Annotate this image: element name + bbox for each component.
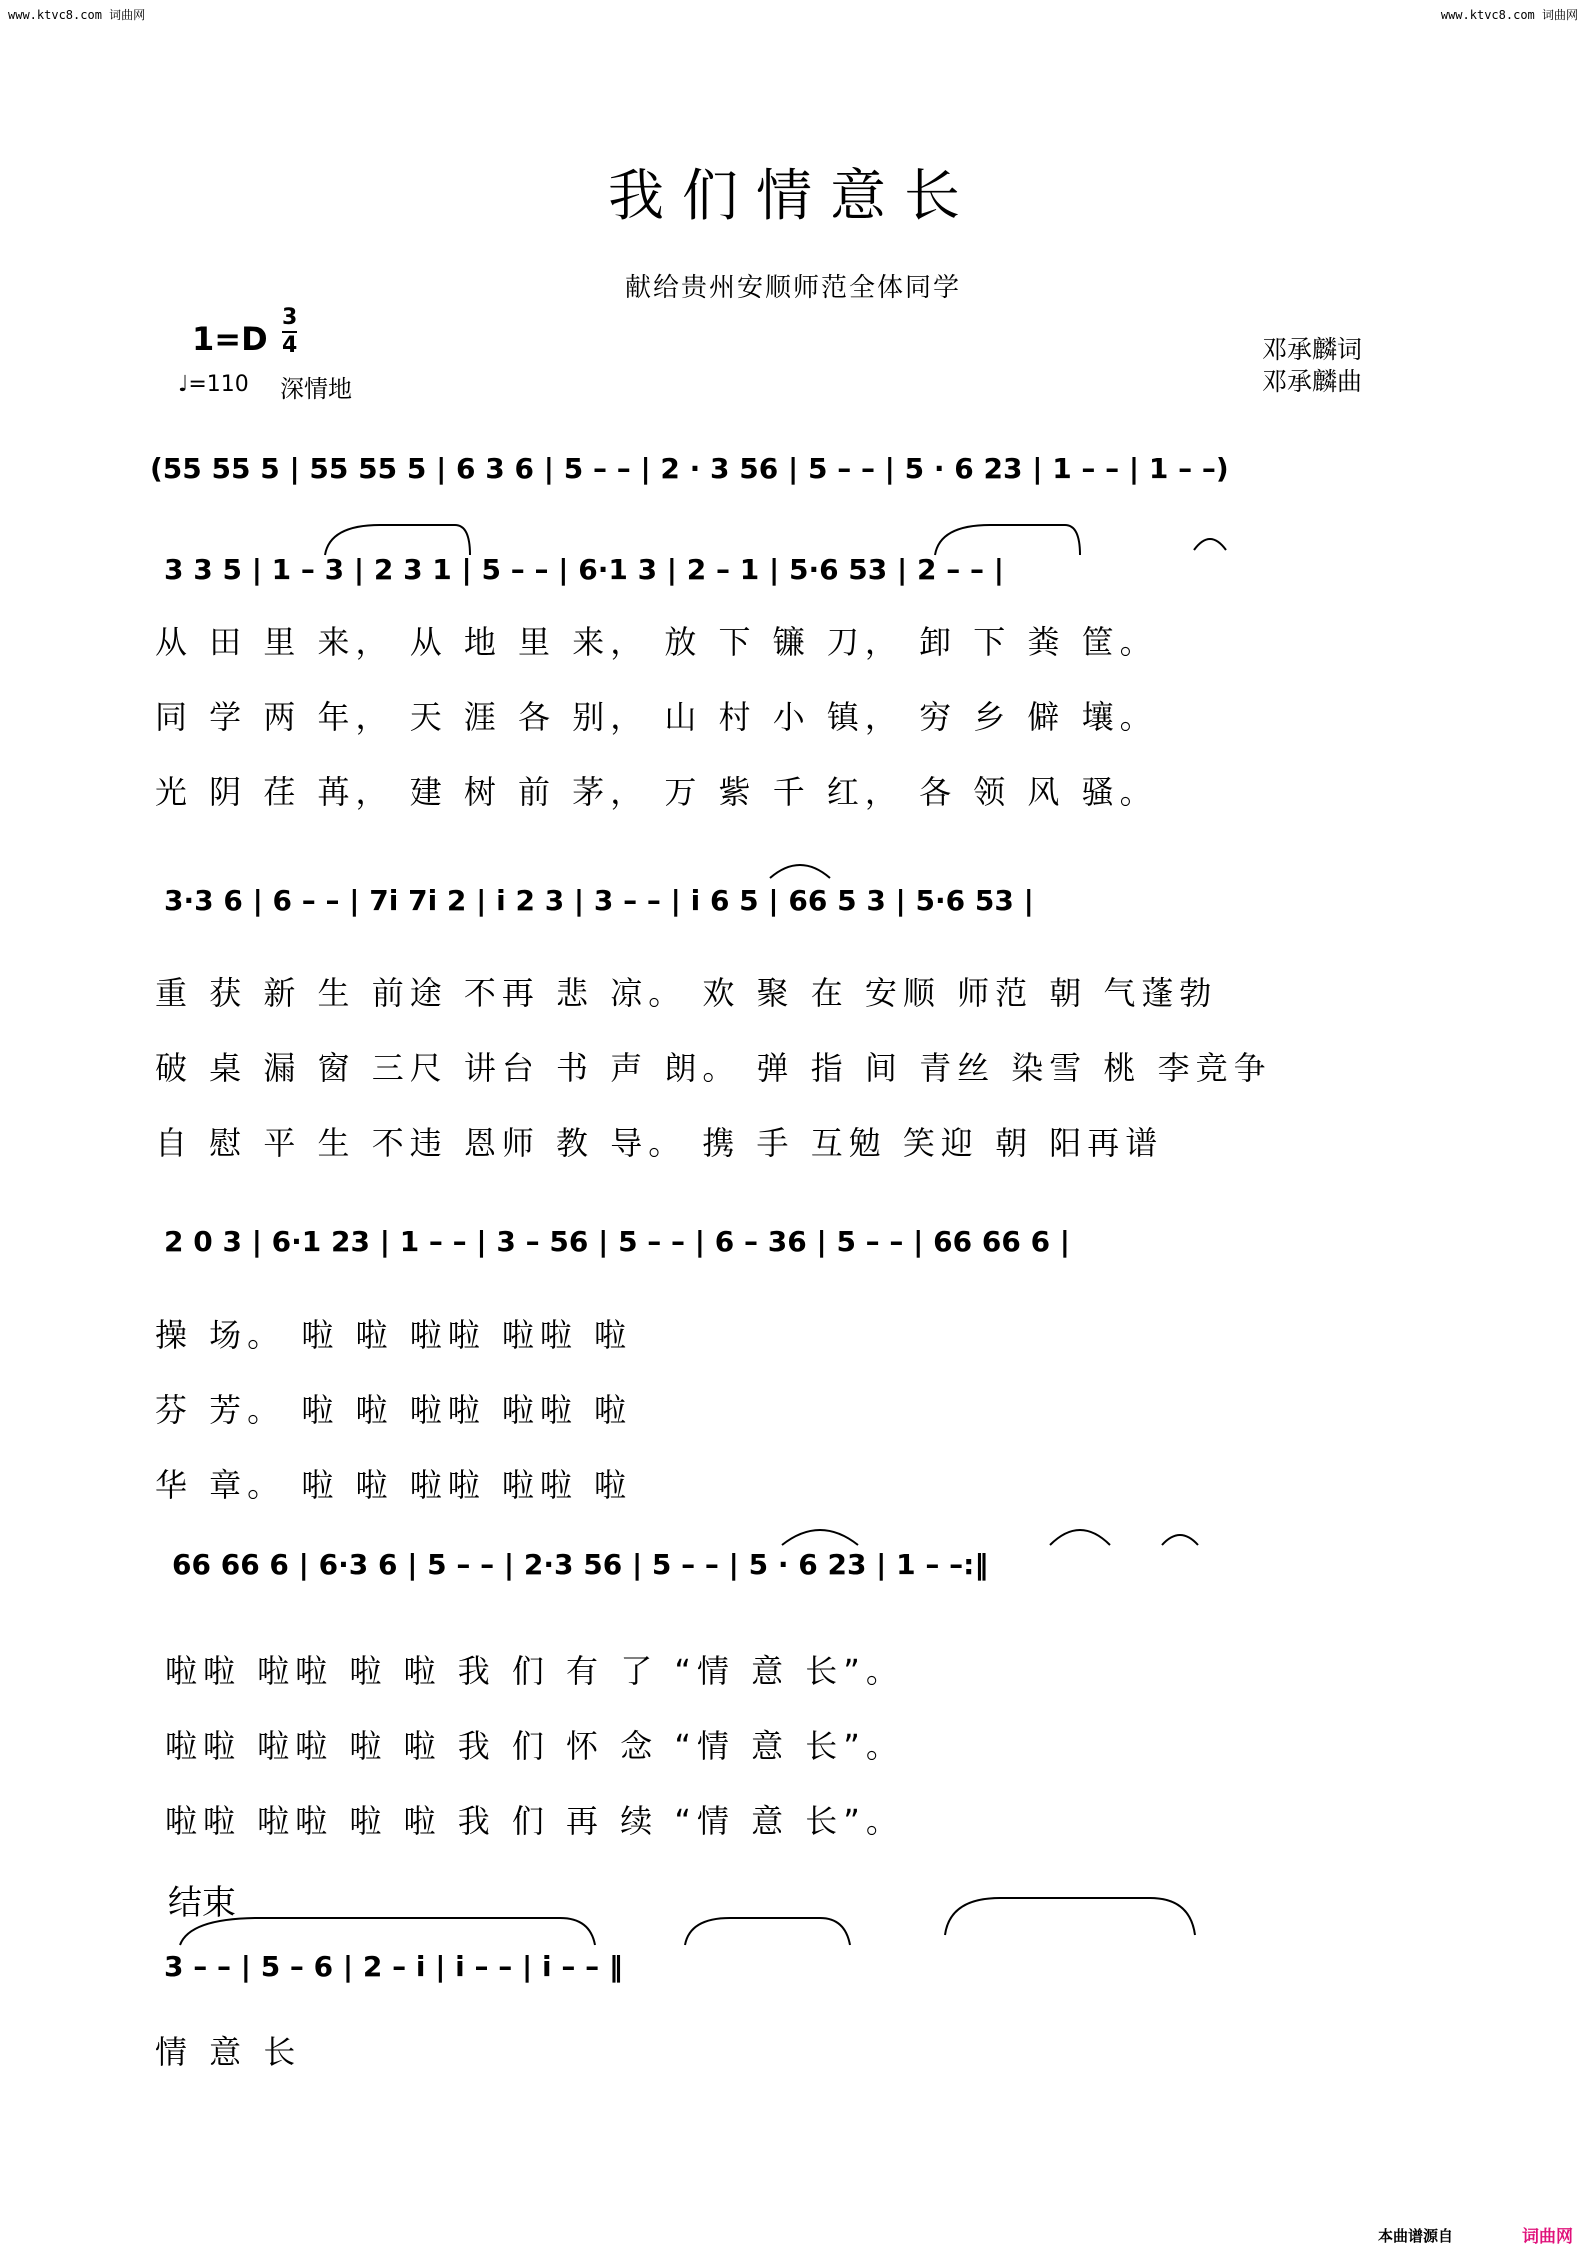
key-signature: 1=D	[192, 320, 268, 358]
lyrics-line-2-verse-1: 重 获 新 生 前途 不再 悲 凉。 欢 聚 在 安顺 师范 朝 气蓬勃	[155, 974, 1218, 1012]
lyrics-line-1-verse-3: 光 阴 荏 苒， 建 树 前 茅， 万 紫 千 红， 各 领 风 骚。	[155, 773, 1158, 811]
meter-top: 3	[282, 305, 298, 330]
notation-line-2: 3·3 6 | 6 – – | 7i 7i 2 | i 2 3 | 3 – – | i 6 5 | 66 5 3 | 5·6 53 |	[164, 884, 1034, 917]
lyrics-line-3-verse-1: 操 场。 啦 啦 啦啦 啦啦 啦	[155, 1316, 633, 1354]
composer-credit: 邓承麟曲	[1262, 367, 1363, 396]
lyricist-credit: 邓承麟词	[1262, 335, 1363, 364]
song-subtitle: 献给贵州安顺师范全体同学	[624, 273, 961, 303]
watermark-right: www.ktvc8.com 词曲网	[1440, 8, 1578, 22]
footer-source: 本曲谱源自	[1378, 2227, 1454, 2245]
slur-mark	[325, 525, 470, 555]
meter-bottom: 4	[282, 333, 298, 358]
notation-line-3: 2 0 3 | 6·1 23 | 1 – – | 3 – 56 | 5 – – | 6 – 36 | 5 – – | 66 66 6 |	[164, 1225, 1071, 1258]
lyrics-line-4-verse-3: 啦啦 啦啦 啦 啦 我 们 再 续 “情 意 长”。	[165, 1802, 904, 1840]
slur-mark	[945, 1898, 1195, 1935]
lyrics-line-4-verse-1: 啦啦 啦啦 啦 啦 我 们 有 了 “情 意 长”。	[165, 1652, 904, 1690]
notation-line-intro: (55 55 5 | 55 55 5 | 6 3 6 | 5 – – | 2 · 3 56 | 5 – – | 5 · 6 23 | 1 – – | 1 – –)	[150, 452, 1229, 485]
lyrics-line-3-verse-2: 芬 芳。 啦 啦 啦啦 啦啦 啦	[155, 1391, 633, 1429]
slur-mark	[1194, 539, 1226, 550]
slur-mark	[935, 525, 1080, 555]
slur-mark	[782, 1530, 858, 1545]
ending-label: 结束	[168, 1883, 236, 1923]
footer-logo[interactable]: 词曲网	[1522, 2227, 1573, 2247]
lyrics-line-ending: 情 意 长	[155, 2033, 302, 2071]
lyrics-line-3-verse-3: 华 章。 啦 啦 啦啦 啦啦 啦	[155, 1466, 633, 1504]
lyrics-line-2-verse-3: 自 慰 平 生 不违 恩师 教 导。 携 手 互勉 笑迎 朝 阳再谱	[155, 1124, 1164, 1162]
lyrics-line-2-verse-2: 破 桌 漏 窗 三尺 讲台 书 声 朗。 弹 指 间 青丝 染雪 桃 李竞争	[155, 1049, 1272, 1087]
notation-line-4: 66 66 6 | 6·3 6 | 5 – – | 2·3 56 | 5 – – | 5 · 6 23 | 1 – –:‖	[172, 1548, 989, 1581]
lyrics-line-1-verse-1: 从 田 里 来， 从 地 里 来， 放 下 镰 刀， 卸 下 粪 筐。	[155, 623, 1158, 661]
slur-mark	[770, 865, 830, 878]
notation-line-1: 3 3 5 | 1 – 3 | 2 3 1 | 5 – – | 6·1 3 | 2 – 1 | 5·6 53 | 2 – – |	[164, 553, 1004, 586]
tempo-mark: ♩=110	[178, 372, 249, 397]
lyrics-line-1-verse-2: 同 学 两 年， 天 涯 各 别， 山 村 小 镇， 穷 乡 僻 壤。	[155, 698, 1158, 736]
slur-mark	[685, 1918, 850, 1945]
lyrics-line-4-verse-2: 啦啦 啦啦 啦 啦 我 们 怀 念 “情 意 长”。	[165, 1727, 904, 1765]
song-title: 我们情意长	[608, 164, 978, 229]
slur-mark	[180, 1918, 595, 1945]
slur-mark	[1162, 1535, 1198, 1545]
watermark-left: www.ktvc8.com 词曲网	[8, 8, 146, 22]
expression-mark: 深情地	[280, 375, 352, 403]
notation-line-ending: 3 – – | 5 – 6 | 2 – i | i – – | i – – ‖	[164, 1950, 623, 1983]
slur-mark	[1050, 1530, 1110, 1545]
